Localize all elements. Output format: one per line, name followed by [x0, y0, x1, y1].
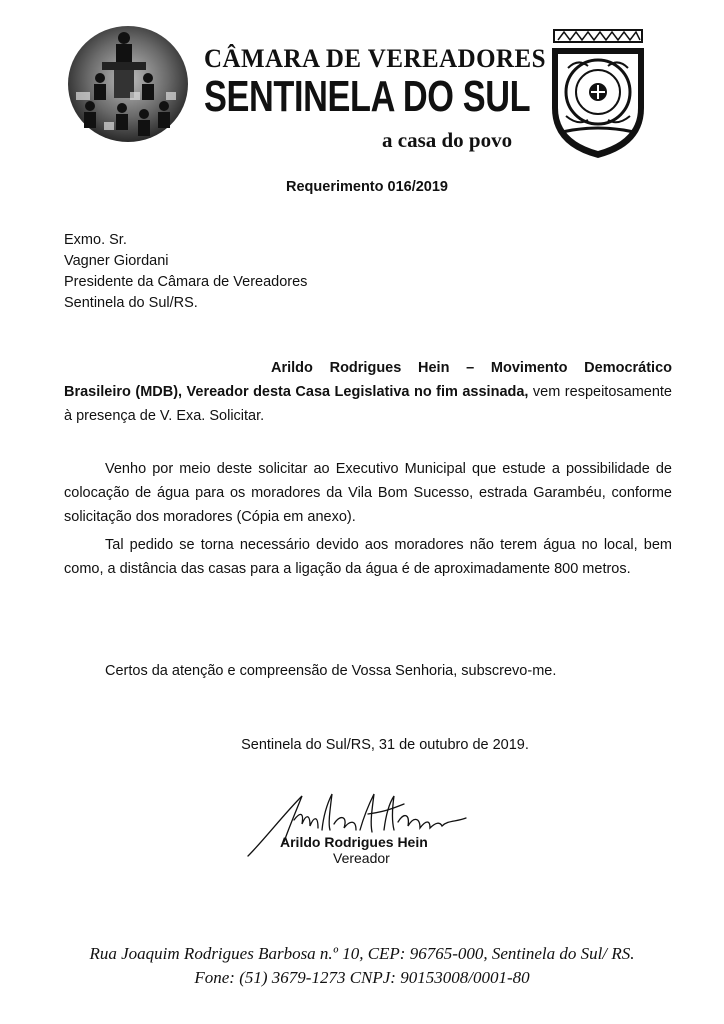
chamber-logo-icon — [66, 22, 190, 146]
footer-contact: Fone: (51) 3679-1273 CNPJ: 90153008/0001-80 — [194, 968, 530, 987]
document-title: Requerimento 016/2019 — [286, 179, 448, 195]
tagline: a casa do povo — [382, 128, 513, 152]
closing-paragraph: Certos da atenção e compreensão de Vossa Senhoria, subscrevo-me. — [105, 663, 557, 679]
footer-address: Rua Joaquim Rodrigues Barbosa n.º 10, CEP: 96765-000, Sentinela do Sul/ RS. — [89, 944, 635, 963]
intro-text: vem respeitosamente à presença de V. Exa. Solicitar. — [64, 384, 672, 424]
recipient-address — [64, 230, 307, 314]
signer-name: Arildo Rodrigues Hein — [280, 834, 428, 850]
municipal-crest-icon — [548, 28, 648, 160]
footer — [0, 942, 724, 990]
intro-paragraph — [64, 356, 672, 428]
address-line: Sentinela do Sul/RS. — [64, 295, 198, 311]
date-line: Sentinela do Sul/RS, 31 de outubro de 2019. — [241, 737, 529, 753]
address-line: Presidente da Câmara de Vereadores — [64, 274, 308, 290]
body-paragraph-1: Venho por meio deste solicitar ao Executivo Municipal que estude a possibilidade de colocação de água para os moradores da Vila Bom Sucesso, estrada Garambéu, conforme solicitação dos moradores (Cópia em anexo). — [64, 461, 672, 525]
title-line-2: SENTINELA DO SUL — [204, 72, 531, 121]
body-paragraph-2: Tal pedido se torna necessário devido aos moradores não terem água no local, bem como, a distância das casas para a ligação da água é de aproximadamente 800 metros. — [64, 537, 672, 577]
signer-role: Vereador — [333, 850, 390, 866]
title-line-1: CÂMARA DE VEREADORES — [204, 44, 546, 73]
address-line: Exmo. Sr. — [64, 232, 127, 248]
intro-bold-text: Arildo Rodrigues Hein – Movimento Democrático Brasileiro (MDB), Vereador desta Casa Legislativa no fim assinada, — [64, 360, 672, 400]
address-line: Vagner Giordani — [64, 253, 169, 269]
